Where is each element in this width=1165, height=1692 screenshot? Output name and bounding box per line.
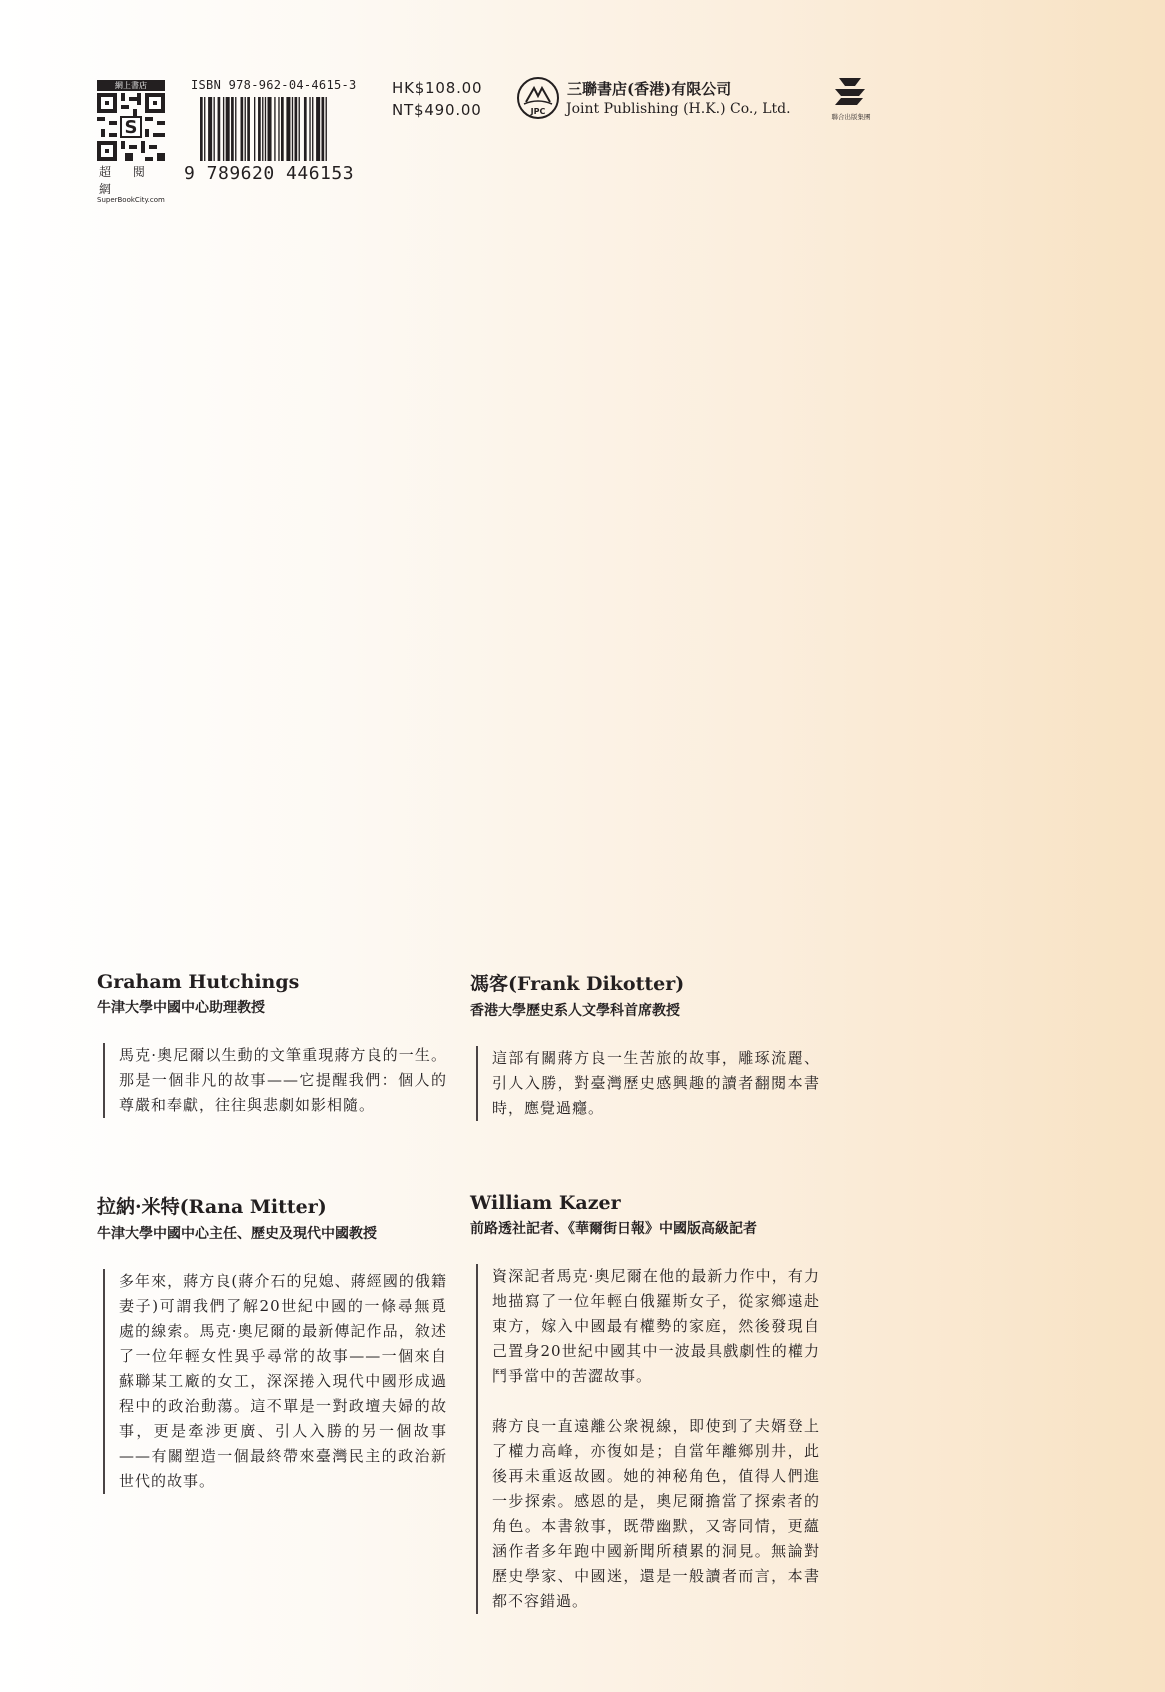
qr-code-block xyxy=(97,80,169,204)
publisher-name-en: Joint Publishing (H.K.) Co., Ltd. xyxy=(566,101,791,117)
endorser-name: 馮客(Frank Dikotter) xyxy=(470,973,685,995)
endorsement-kazer xyxy=(470,1192,820,1614)
endorser-title: 前路透社記者、《華爾街日報》中國版高級記者 xyxy=(470,1221,757,1237)
publisher-name-zh: 三聯書店(香港)有限公司 xyxy=(567,80,732,98)
endorser-name: William Kazer xyxy=(470,1192,621,1214)
quote-paragraph: 多年來，蔣方良(蔣介石的兒媳、蔣經國的俄籍妻子)可謂我們了解20世紀中國的一條尋無覓處的線索。馬克·奧尼爾的最新傳記作品，敘述了一位年輕女性異乎尋常的故事——一個來自蘇聯某工廠的女工，深深捲入現代中國形成過程中的政治動蕩。這不單是一對政壇夫婦的故事，更是牽涉更廣、引人入勝的另一個故事——有關塑造一個最終帶來臺灣民主的政治新世代的故事。 xyxy=(119,1272,447,1490)
endorser-name: Graham Hutchings xyxy=(97,971,300,993)
barcode-icon xyxy=(200,97,360,169)
qr-site-name: 超 閱 網 xyxy=(99,165,154,196)
price-nt: NT$490.00 xyxy=(392,101,482,119)
qr-code-icon xyxy=(97,93,165,161)
jpc-logo-icon xyxy=(516,76,560,120)
endorser-title: 牛津大學中國中心主任、歷史及現代中國教授 xyxy=(97,1226,377,1242)
endorser-name: 拉納·米特(Rana Mitter) xyxy=(97,1196,327,1218)
endorsement-dikotter xyxy=(470,969,820,1121)
endorsement-quote xyxy=(103,1043,447,1118)
endorser-title: 香港大學歷史系人文學科首席教授 xyxy=(470,1003,680,1019)
quote-paragraph: 馬克·奧尼爾以生動的文筆重現蔣方良的一生。那是一個非凡的故事——它提醒我們：個人的尊嚴和奉獻，往往與悲劇如影相隨。 xyxy=(119,1046,447,1114)
endorsement-quote xyxy=(476,1264,820,1614)
jpc-logo-text: JPC xyxy=(530,107,546,116)
group-logo-icon xyxy=(831,76,871,106)
quote-paragraph: 這部有關蔣方良一生苦旅的故事，雕琢流麗、引人入勝，對臺灣歷史感興趣的讀者翻閱本書時，應覺過癮。 xyxy=(492,1049,820,1117)
barcode-digits: 9 789620 446153 xyxy=(184,163,355,184)
qr-center-mark: S xyxy=(124,117,138,138)
endorsement-hutchings xyxy=(97,971,447,1118)
endorsement-quote xyxy=(103,1269,447,1494)
group-label: 聯合出版集團 xyxy=(831,113,871,121)
endorsement-mitter xyxy=(97,1192,447,1494)
quote-paragraph: 資深記者馬克·奧尼爾在他的最新力作中，有力地描寫了一位年輕白俄羅斯女子，從家鄉遠赴東方，嫁入中國最有權勢的家庭，然後發現自己置身20世紀中國其中一波最具戲劇性的權力鬥爭當中的苦澀故事。 xyxy=(492,1267,820,1385)
isbn-label: ISBN 978-962-04-4615-3 xyxy=(191,78,357,92)
endorsement-quote xyxy=(476,1046,820,1121)
qr-site-url: SuperBookCity.com xyxy=(97,196,165,204)
price-hk: HK$108.00 xyxy=(392,79,483,97)
quote-paragraph: 蔣方良一直遠離公衆視線，即使到了夫婿登上了權力高峰，亦復如是；自當年離鄉別井，此後再未重返故國。她的神秘角色，值得人們進一步探索。感恩的是，奧尼爾擔當了探索者的角色。本書敘事，既帶幽默，又寄同情，更蘊涵作者多年跑中國新聞所積累的洞見。無論對歷史學家、中國迷，還是一般讀者而言，本書都不容錯過。 xyxy=(492,1417,820,1610)
group-logo xyxy=(824,76,878,122)
endorser-title: 牛津大學中國中心助理教授 xyxy=(97,1000,265,1016)
qr-top-label: 網上書店 xyxy=(97,80,165,91)
